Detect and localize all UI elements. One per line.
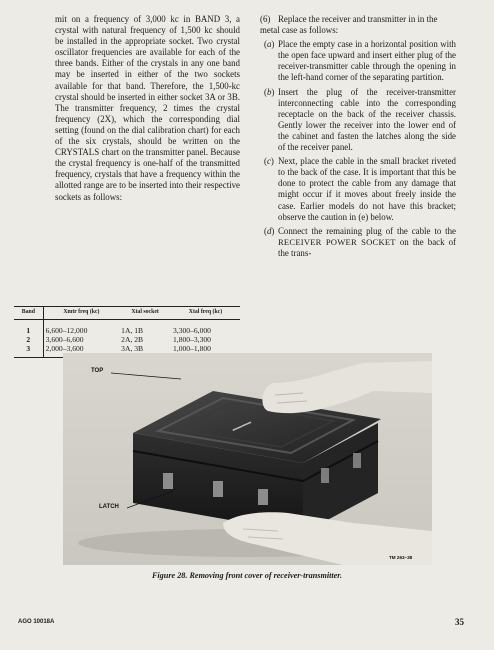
subitem-text-after: on the back of the trans- bbox=[278, 236, 456, 258]
cell-xtal-freq: 1,000–1,800 bbox=[171, 344, 240, 358]
cell-xtal-socket: 3A, 3B bbox=[119, 344, 171, 358]
cell-xtal-socket: 1A, 1B bbox=[121, 325, 144, 335]
cell-xmtr-freq: 3,600–6,600 bbox=[45, 334, 84, 344]
step-6 bbox=[260, 14, 456, 36]
subitem-a bbox=[260, 39, 456, 83]
left-column bbox=[55, 14, 240, 203]
case-photo-illustration bbox=[63, 353, 432, 565]
header-band: Band bbox=[14, 307, 43, 320]
stencil-marking: ▬▬▬▬ bbox=[231, 419, 253, 433]
header-xtal-freq: Xtal freq (kc) bbox=[171, 307, 240, 320]
table-row bbox=[14, 335, 240, 344]
subitem-text: Next, place the cable in the small bracket riveted to the back of the case. It is important that this be done to protect the cable from any damage that might occur if it moves about freely inside the case. Earlier models do not have this bracket; observe the caution in (e) below. bbox=[278, 156, 456, 222]
footer-code: AGO 10018A bbox=[18, 619, 55, 625]
subitem-b bbox=[260, 87, 456, 154]
cell-xmtr-freq: 2,000–3,600 bbox=[43, 344, 119, 358]
cell-band: 1 bbox=[14, 319, 43, 335]
table-header-row bbox=[14, 307, 240, 320]
cell-band: 3 bbox=[14, 344, 43, 358]
cell-band: 2 bbox=[14, 335, 43, 344]
left-paragraph: mit on a frequency of 3,000 kc in BAND 3, a crystal with natural frequency of 1,500 kc should be installed in the appropriate socket. Two crystal oscillator frequencies are available for each of the three bands. Either of the crystals in any one band may be inserted in either of the two sockets available for that band. Therefore, the 1,500-kc crystal should be inserted in either socket 3A or 3B. The transmitter frequency, 2 times the crystal frequency (2X), which the corresponding dial setting (found on the dial calibration chart) for each of the six crystals, should be written on the CRYSTALS chart on the transmitter panel. Because the crystal frequency is one-half of the transmitted frequency, crystals that have a frequency within the allotted range are to be inserted into their respective sockets as follows: bbox=[55, 14, 240, 202]
subitem-label: ( c ) bbox=[264, 156, 274, 167]
cell-xtal-freq: 3,300–6,000 bbox=[173, 325, 211, 335]
subitem-d bbox=[260, 226, 456, 259]
step-text: Replace the receiver and transmitter in in the metal case as follows: bbox=[260, 14, 438, 36]
cell-xtal-socket: 2A, 2B bbox=[121, 334, 144, 344]
cell-xtal-freq: 1,800–3,300 bbox=[173, 334, 211, 344]
receiver-power-socket-term: RECEIVER POWER SOCKET bbox=[278, 236, 396, 247]
header-xmtr-freq: Xmtr freq (kc) bbox=[43, 307, 119, 320]
subitem-label: ( a ) bbox=[264, 39, 274, 50]
figure-stamp: TM 263–38 bbox=[389, 555, 413, 560]
subitem-label: ( d ) bbox=[264, 226, 274, 237]
callout-top: TOP bbox=[91, 368, 104, 374]
subitem-text-before: Connect the remaining plug of the cable to the bbox=[278, 225, 456, 236]
callout-latch: LATCH bbox=[99, 504, 119, 510]
subitem-label: ( b ) bbox=[264, 87, 274, 98]
step-number: (6) bbox=[260, 14, 271, 24]
figure-caption: Figure 28. Removing front cover of receiver-transmitter. bbox=[151, 571, 343, 580]
figure-photo bbox=[63, 353, 432, 565]
page-number: 35 bbox=[455, 617, 464, 627]
subitem-text: Insert the plug of the receiver-transmitter interconnecting cable into the corresponding receptacle on the back of the receiver chassis. Gently lower the receiver into the lower end of the cabinet and fasten the latches along the side of the receiver panel. bbox=[278, 86, 456, 153]
crystal-frequency-table bbox=[14, 306, 240, 358]
header-xtal-socket: Xtal socket bbox=[119, 307, 171, 320]
subitem-c bbox=[260, 156, 456, 223]
table-row bbox=[14, 319, 240, 335]
subitem-text: Place the empty case in a horizontal position with the open face upward and insert either plug of the receiver-transmitter cable through the opening in the left-hand corner of the separating partition. bbox=[278, 39, 456, 83]
right-column bbox=[260, 14, 456, 259]
cell-xmtr-freq: 6,600–12,000 bbox=[45, 325, 88, 335]
